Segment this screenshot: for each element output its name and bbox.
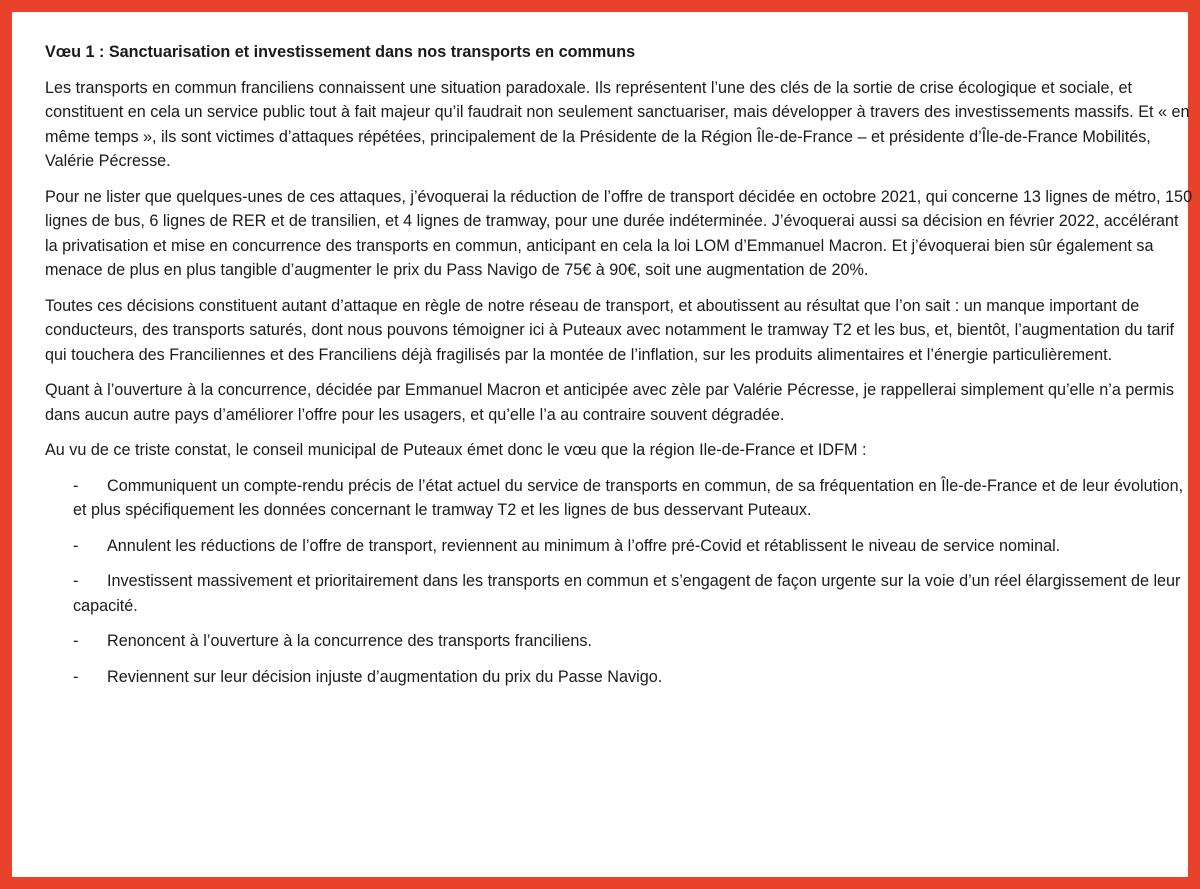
list-item-text: Annulent les réductions de l’offre de transport, reviennent au minimum à l’offre pré-Covid et rétablissent le niveau de service nominal. <box>107 536 1061 555</box>
list-item-text: Reviennent sur leur décision injuste d’augmentation du prix du Passe Navigo. <box>107 667 663 686</box>
paragraph-attacks: Pour ne lister que quelques-unes de ces attaques, j’évoquerai la réduction de l’offre de transport décidée en octobre 2021, qui concerne 13 lignes de métro, 150 lignes de bus, 6 lignes de RER et de transilien, et 4 lignes de tramway, pour une durée indéterminée. J’évoquerai aussi sa décision en février 2022, accélérant la privatisation et mise en concurrence des transports en commun, anticipant en cela la loi LOM d’Emmanuel Macron. Et j’évoquerai bien sûr également sa menace de plus en plus tangible d’augmenter le prix du Pass Navigo de 75€ à 90€, soit une augmentation de 20%. <box>45 187 1193 279</box>
list-item-text: Communiquent un compte-rendu précis de l’état actuel du service de transports en commun, de sa fréquentation en Île-de-France et de leur évolution, et plus spécifiquement les données concernant le tramway T2 et les lignes de bus desservant Puteaux. <box>73 476 1184 519</box>
list-marker: - <box>73 572 79 590</box>
list-item <box>45 569 1195 618</box>
list-item <box>45 629 1195 654</box>
list-marker: - <box>73 536 79 555</box>
list-marker: - <box>73 632 79 650</box>
document-title: Vœu 1 : Sanctuarisation et investissement dans nos transports en communs <box>45 43 636 61</box>
list-item <box>45 534 1195 559</box>
document-body <box>45 40 1195 700</box>
paragraph-intro: Les transports en commun franciliens connaissent une situation paradoxale. Ils représentent l’une des clés de la sortie de crise écologique et sociale, et constituent en cela un service public tout à fait majeur qu’il faudrait non seulement sanctuariser, mais développer à travers des investissements massifs. Et « en même temps », ils sont victimes d’attaques répétées, principalement de la Présidente de la Région Île-de-France – et présidente d’Île-de-France Mobilités, Valérie Pécresse. <box>45 78 1190 170</box>
paragraph-competition: Quant à l’ouverture à la concurrence, décidée par Emmanuel Macron et anticipée avec zèle par Valérie Pécresse, je rappellerai simplement qu’elle n’a permis dans aucun autre pays d’améliorer l’offre pour les usagers, et qu’elle l’a au contraire souvent dégradée. <box>45 381 1174 424</box>
demands-list <box>45 474 1195 690</box>
list-item-text: Renoncent à l’ouverture à la concurrence des transports franciliens. <box>107 632 592 650</box>
list-marker: - <box>73 476 79 495</box>
paragraph-consequences: Toutes ces décisions constituent autant d’attaque en règle de notre réseau de transport, et aboutissent au résultat que l’on sait : un manque important de conducteurs, des transports saturés, dont nous pouvons témoigner ici à Puteaux avec notamment le tramway T2 et les bus, et, bientôt, l’augmentation du tarif qui touchera des Franciliennes et des Franciliens déjà fragilisés par la montée de l’inflation, sur les produits alimentaires et l’énergie particulièrement. <box>45 296 1174 364</box>
list-item <box>45 474 1195 523</box>
list-item <box>45 665 1195 690</box>
list-item-text: Investissent massivement et prioritairement dans les transports en commun et s’engagent de façon urgente sur la voie d’un réel élargissement de leur capacité. <box>73 572 1181 615</box>
list-marker: - <box>73 667 79 686</box>
paragraph-wish: Au vu de ce triste constat, le conseil municipal de Puteaux émet donc le vœu que la région Ile-de-France et IDFM : <box>45 441 867 459</box>
